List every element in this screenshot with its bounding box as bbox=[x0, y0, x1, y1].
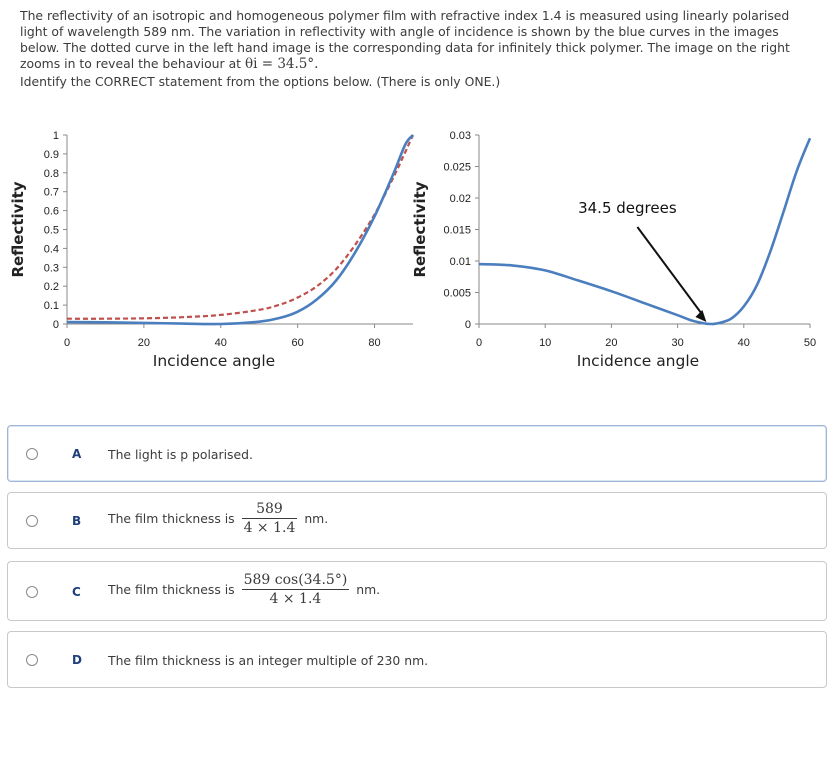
angle-annotation: 34.5 degrees bbox=[578, 199, 677, 217]
question-text: The reflectivity of an isotropic and homogeneous polymer film with refractive index 1.4 is measured using linearly polarised light of wavelength 589 nm. The variation in reflectivity with angle of incidence is shown by the blue curves in the images below. The dotted curve in the left hand image is the corresponding data for infinitely thick polymer. The image on the right zooms in to reveal the behaviour at bbox=[20, 8, 790, 71]
film-blue-curve bbox=[479, 138, 810, 324]
annotation-arrow-line bbox=[637, 227, 703, 316]
annotation-arrowhead bbox=[695, 310, 706, 322]
y-tick-label: 0.6 bbox=[43, 205, 59, 218]
option-c-letter: C bbox=[72, 585, 81, 599]
y-tick-label: 0.01 bbox=[449, 256, 471, 268]
option-c-fraction bbox=[242, 572, 350, 607]
y-tick-label: 0.9 bbox=[43, 148, 59, 161]
x-axis-title: Incidence angle bbox=[576, 352, 700, 370]
x-tick-label: 80 bbox=[368, 337, 381, 349]
option-c-suffix: nm. bbox=[356, 582, 381, 597]
y-tick-label: 0.5 bbox=[43, 224, 59, 237]
option-b-suffix: nm. bbox=[304, 511, 329, 526]
option-c-prefix: The film thickness is bbox=[108, 582, 235, 597]
x-tick-label: 40 bbox=[214, 337, 227, 349]
y-tick-label: 0.3 bbox=[43, 262, 59, 275]
thick-polymer-dashed-curve bbox=[67, 135, 413, 319]
option-d-letter: D bbox=[72, 653, 82, 667]
y-tick-label: 0.2 bbox=[43, 281, 59, 294]
y-tick-label: 0.8 bbox=[43, 167, 59, 180]
right-chart bbox=[411, 130, 816, 370]
option-a-text: The light is p polarised. bbox=[108, 447, 253, 462]
left-chart bbox=[9, 130, 413, 370]
option-c[interactable] bbox=[7, 561, 827, 621]
y-tick-label: 0.03 bbox=[449, 130, 471, 142]
option-d-text: The film thickness is an integer multiple of 230 nm. bbox=[108, 653, 429, 668]
option-c-text bbox=[108, 572, 380, 607]
y-tick-label: 0.005 bbox=[443, 287, 471, 300]
y-tick-label: 0.02 bbox=[449, 193, 471, 205]
option-d-radio[interactable] bbox=[26, 654, 38, 666]
question-instruction: Identify the CORRECT statement from the options below. (There is only ONE.) bbox=[20, 74, 501, 89]
option-b-denominator: 4 × 1.4 bbox=[243, 520, 296, 536]
option-b-radio[interactable] bbox=[26, 515, 38, 527]
option-b[interactable] bbox=[7, 492, 827, 549]
y-tick-label: 0.4 bbox=[43, 243, 59, 256]
x-tick-label: 40 bbox=[737, 337, 750, 349]
x-tick-label: 0 bbox=[63, 337, 71, 349]
option-d[interactable] bbox=[7, 631, 827, 688]
y-axis-title: Reflectivity bbox=[9, 181, 27, 278]
option-b-letter: B bbox=[72, 514, 82, 528]
option-c-denominator: 4 × 1.4 bbox=[269, 591, 322, 607]
option-c-numerator: 589 cos(34.5°) bbox=[243, 572, 348, 588]
y-tick-label: 1 bbox=[52, 130, 59, 142]
x-tick-label: 60 bbox=[291, 337, 304, 349]
y-tick-label: 0.1 bbox=[43, 300, 59, 313]
charts-area bbox=[0, 0, 839, 380]
option-a[interactable] bbox=[7, 425, 827, 482]
film-blue-curve bbox=[67, 135, 413, 324]
y-tick-label: 0.025 bbox=[443, 161, 471, 174]
question-angle-math: θi = 34.5°. bbox=[244, 56, 319, 72]
y-tick-label: 0 bbox=[464, 319, 471, 331]
y-axis-title: Reflectivity bbox=[411, 181, 429, 278]
option-b-prefix: The film thickness is bbox=[108, 511, 235, 526]
x-tick-label: 0 bbox=[475, 337, 483, 349]
option-a-radio[interactable] bbox=[26, 448, 38, 460]
y-tick-label: 0.7 bbox=[43, 186, 59, 199]
option-b-fraction bbox=[242, 501, 298, 536]
x-axis-title: Incidence angle bbox=[152, 352, 276, 370]
x-tick-label: 20 bbox=[605, 337, 618, 349]
x-tick-label: 30 bbox=[671, 337, 684, 349]
y-tick-label: 0 bbox=[52, 319, 59, 331]
option-c-radio[interactable] bbox=[26, 586, 38, 598]
option-b-text bbox=[108, 501, 328, 536]
option-b-numerator: 589 bbox=[242, 501, 298, 519]
x-tick-label: 20 bbox=[137, 337, 151, 349]
x-tick-label: 10 bbox=[539, 337, 552, 349]
x-tick-label: 50 bbox=[803, 337, 817, 349]
y-tick-label: 0.015 bbox=[443, 224, 471, 237]
option-a-letter: A bbox=[72, 447, 82, 461]
